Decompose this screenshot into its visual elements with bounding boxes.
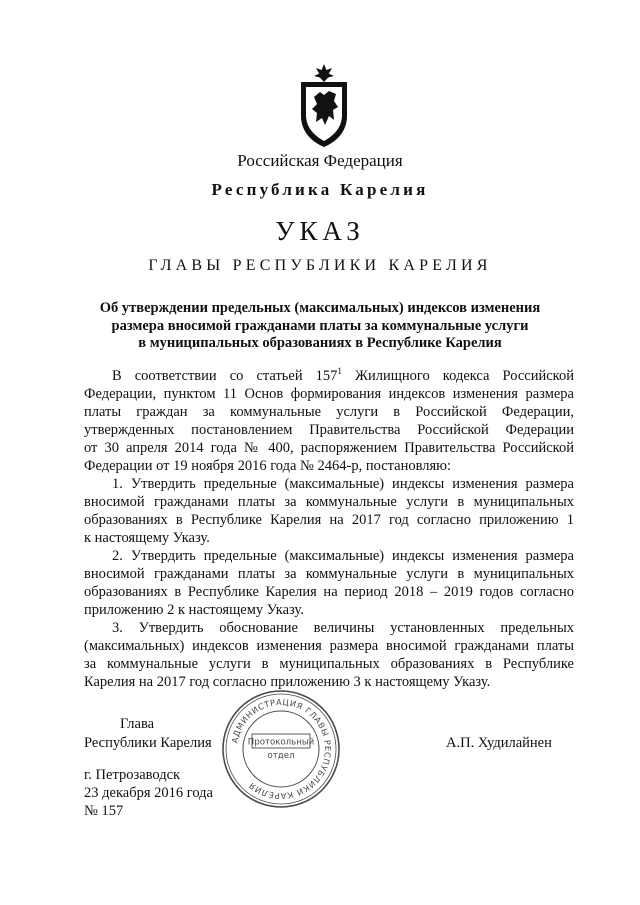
emblem-star	[314, 64, 334, 82]
stamp-center-text-line2: отдел	[267, 751, 295, 761]
republic-name: Республика Карелия	[211, 180, 429, 199]
preamble-line: Федерации, пунктом 11 Основ формирования индексов изменения размера	[84, 386, 574, 402]
article-superscript: 1	[337, 366, 342, 376]
preamble-line: платы граждан за коммунальные услуги в Российской Федерации,	[84, 404, 574, 420]
item-3-line: Карелия на 2017 год согласно приложению 3 к настоящему Указу.	[84, 674, 491, 690]
preamble-line: Федерации от 19 ноября 2016 года № 2464-р, постановляю:	[84, 458, 452, 474]
signer-position: Глава	[120, 716, 155, 732]
item-3-line: 3. Утвердить обоснование величины установленных предельных	[112, 620, 574, 636]
title-line: Об утверждении предельных (максимальных) индексов изменения	[99, 300, 541, 316]
stamp-ring-text: АДМИНИСТРАЦИЯ ГЛАВЫ РЕСПУБЛИКИ КАРЕЛИЯ	[229, 696, 334, 802]
item-2-line: образованиях в Республике Карелия на период 2018 – 2019 годов согласно	[84, 584, 574, 600]
item-1-line: вносимой гражданами платы за коммунальные услуги в муниципальных	[84, 494, 574, 510]
item-2-line: 2. Утвердить предельные (максимальные) индексы изменения размера	[112, 548, 574, 564]
item-3-line: (максимальных) индексов изменения размера вносимой гражданами платы	[84, 638, 574, 654]
official-stamp	[218, 686, 344, 812]
issuer-title: ГЛАВЫ РЕСПУБЛИКИ КАРЕЛИЯ	[148, 257, 492, 274]
item-3-line: за коммунальные услуги в муниципальных образованиях в Республике	[84, 656, 574, 672]
preamble-line: В соответствии со статьей $157^1$ Жилищного кодекса Российской	[112, 366, 574, 384]
preamble-line: утвержденных постановлением Правительства Российской Федерации	[84, 422, 574, 438]
item-1-line: к настоящему Указу.	[84, 530, 210, 546]
title-line: в муниципальных образованиях в Республике Карелия	[138, 335, 502, 351]
date: 23 декабря 2016 года	[84, 785, 213, 801]
stamp-center-text: Протокольный	[247, 737, 315, 748]
document-title	[0, 300, 640, 353]
title-line: размера вносимой гражданами платы за коммунальные услуги	[111, 317, 529, 334]
item-1-line: 1. Утвердить предельные (максимальные) индексы изменения размера	[112, 476, 574, 492]
item-1-line: образованиях в Республике Карелия на 2017 год согласно приложению 1	[84, 512, 574, 528]
item-2-line: вносимой гражданами платы за коммунальные услуги в муниципальных	[84, 566, 574, 582]
country-name: Российская Федерация	[237, 151, 403, 170]
item-2-line: приложению 2 к настоящему Указу.	[84, 602, 304, 618]
place: г. Петрозаводск	[84, 767, 181, 783]
signer-name: А.П. Худилайнен	[446, 735, 552, 751]
document-type: УКАЗ	[275, 216, 365, 246]
preamble-line: от 30 апреля 2014 года № 400, распоряжением Правительства Российской	[84, 440, 574, 456]
signer-position-line2: Республики Карелия	[84, 735, 212, 751]
svg-text:АДМИНИСТРАЦИЯ ГЛАВЫ РЕСПУБЛИКИ	[229, 697, 333, 801]
document-number: № 157	[84, 803, 124, 819]
coat-of-arms-emblem	[298, 64, 350, 148]
